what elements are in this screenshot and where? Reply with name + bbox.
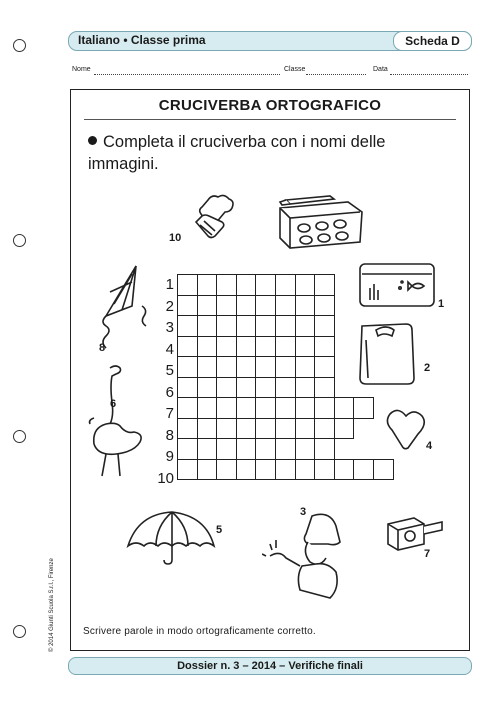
- picture-number-7: 7: [424, 548, 431, 560]
- crossword-cell[interactable]: [353, 397, 374, 419]
- crossword-cell[interactable]: [216, 315, 237, 337]
- crossword-row: [178, 418, 354, 440]
- crossword-row: [178, 377, 335, 399]
- crossword-row: [178, 315, 335, 337]
- crossword-cell[interactable]: [216, 295, 237, 317]
- dossier-label: Dossier n. 3 – 2014 – Verifiche finali: [68, 657, 472, 675]
- crossword-cell[interactable]: [255, 295, 276, 317]
- pencil-sharpener-icon: [384, 510, 446, 554]
- crossword-cell[interactable]: [255, 397, 276, 419]
- crossword-cell[interactable]: [295, 356, 316, 378]
- picture-number-5: 5: [216, 524, 223, 536]
- instruction: [88, 131, 433, 175]
- crossword-cell[interactable]: [295, 459, 316, 481]
- picture-number-3: 3: [300, 506, 307, 518]
- crossword-cell[interactable]: [177, 336, 198, 358]
- field-data-label: Data: [373, 66, 388, 73]
- crossword-cell[interactable]: [314, 438, 335, 460]
- crossword-cell[interactable]: [197, 295, 218, 317]
- crossword-cell[interactable]: [275, 397, 296, 419]
- header-title: Italiano • Classe prima: [78, 33, 206, 47]
- field-data-line[interactable]: [390, 74, 468, 75]
- crossword-cell[interactable]: [177, 459, 198, 481]
- crossword-cell[interactable]: [255, 377, 276, 399]
- field-nome-label: Nome: [72, 66, 91, 73]
- crossword-cell[interactable]: [314, 377, 335, 399]
- crossword-row: [178, 295, 335, 317]
- crossword-cell[interactable]: [177, 295, 198, 317]
- crossword-cell[interactable]: [236, 397, 257, 419]
- picture-number-4: 4: [426, 440, 433, 452]
- picture-number-2: 2: [424, 362, 431, 374]
- crossword-cell[interactable]: [236, 418, 257, 440]
- crossword-cell[interactable]: [275, 377, 296, 399]
- chef-hat-icon: [188, 192, 240, 244]
- crossword-cell[interactable]: [314, 397, 335, 419]
- punch-hole: [13, 234, 26, 247]
- crossword-cell[interactable]: [236, 274, 257, 296]
- crossword-cell[interactable]: [216, 438, 237, 460]
- crossword-cell[interactable]: [255, 459, 276, 481]
- crossword-cell[interactable]: [295, 315, 316, 337]
- watercolor-palette-icon: [276, 188, 366, 252]
- crossword-cell[interactable]: [275, 438, 296, 460]
- crossword-cell[interactable]: [353, 459, 374, 481]
- row-number: 2: [165, 297, 174, 315]
- crossword-cell[interactable]: [314, 418, 335, 440]
- bullet-icon: [88, 136, 97, 145]
- crossword-cell[interactable]: [236, 295, 257, 317]
- crossword-cell[interactable]: [255, 356, 276, 378]
- crossword-cell[interactable]: [177, 418, 198, 440]
- picture-number-6: 6: [110, 398, 117, 410]
- crossword-cell[interactable]: [275, 274, 296, 296]
- crossword-cell[interactable]: [236, 336, 257, 358]
- row-number: 7: [165, 405, 174, 422]
- crossword-cell[interactable]: [295, 377, 316, 399]
- punch-hole: [13, 430, 26, 443]
- punch-hole: [13, 625, 26, 638]
- row-number: 3: [165, 319, 174, 336]
- crossword-row: [178, 356, 335, 378]
- crossword-cell[interactable]: [236, 315, 257, 337]
- crossword-row: [178, 438, 335, 460]
- crossword-cell[interactable]: [177, 356, 198, 378]
- field-classe-label: Classe: [284, 66, 306, 73]
- crossword-cell[interactable]: [314, 336, 335, 358]
- row-number: 6: [165, 383, 174, 401]
- crossword-cell[interactable]: [177, 438, 198, 460]
- crossword-cell[interactable]: [177, 315, 198, 337]
- row-number: 8: [165, 426, 174, 444]
- row-number: 9: [165, 448, 174, 465]
- heart-icon: [382, 404, 428, 454]
- crossword-cell[interactable]: [177, 274, 198, 296]
- punch-hole: [13, 39, 26, 52]
- crossword-cell[interactable]: [334, 418, 355, 440]
- crossword-cell[interactable]: [216, 274, 237, 296]
- crossword-cell[interactable]: [197, 418, 218, 440]
- crossword-cell[interactable]: [236, 459, 257, 481]
- crossword-row: [178, 274, 335, 296]
- crossword-cell[interactable]: [197, 315, 218, 337]
- crossword-cell[interactable]: [314, 295, 335, 317]
- row-number: 1: [165, 276, 174, 293]
- crossword-cell[interactable]: [197, 336, 218, 358]
- crossword-cell[interactable]: [295, 295, 316, 317]
- crossword-cell[interactable]: [177, 397, 198, 419]
- crossword-cell[interactable]: [255, 336, 276, 358]
- picture-number-8: 8: [99, 342, 106, 354]
- crossword-cell[interactable]: [216, 418, 237, 440]
- umbrella-icon: [124, 506, 218, 566]
- crossword-cell[interactable]: [236, 356, 257, 378]
- crossword-cell[interactable]: [236, 438, 257, 460]
- title-divider: [84, 119, 456, 120]
- crossword-cell[interactable]: [295, 418, 316, 440]
- field-nome-line[interactable]: [94, 74, 280, 75]
- crossword-cell[interactable]: [275, 336, 296, 358]
- crossword-cell[interactable]: [216, 336, 237, 358]
- field-classe-line[interactable]: [306, 74, 366, 75]
- crossword-cell[interactable]: [373, 459, 394, 481]
- crossword-cell[interactable]: [314, 356, 335, 378]
- crossword-cell[interactable]: [216, 397, 237, 419]
- crossword-cell[interactable]: [314, 274, 335, 296]
- crossword-cell[interactable]: [295, 438, 316, 460]
- crossword-cell[interactable]: [197, 438, 218, 460]
- crossword-cell[interactable]: [275, 295, 296, 317]
- row-number: 10: [157, 469, 174, 487]
- crossword-cell[interactable]: [197, 274, 218, 296]
- scheda-label: Scheda D: [393, 31, 472, 51]
- crossword-row: [178, 336, 335, 358]
- crossword-row: [178, 397, 374, 419]
- crossword-cell[interactable]: [236, 377, 257, 399]
- crossword-cell[interactable]: [216, 356, 237, 378]
- crossword-cell[interactable]: [216, 377, 237, 399]
- kite-icon: [96, 262, 158, 352]
- footer-note: Scrivere parole in modo ortograficamente corretto.: [83, 626, 316, 637]
- crossword-cell[interactable]: [197, 397, 218, 419]
- crossword-cell[interactable]: [295, 397, 316, 419]
- crossword-cell[interactable]: [197, 377, 218, 399]
- crossword-cell[interactable]: [275, 418, 296, 440]
- crossword-cell[interactable]: [255, 418, 276, 440]
- crossword-cell[interactable]: [334, 459, 355, 481]
- crossword-cell[interactable]: [255, 438, 276, 460]
- crossword-cell[interactable]: [314, 459, 335, 481]
- picture-number-9: 10: [169, 232, 182, 244]
- row-number: 4: [165, 340, 174, 358]
- crossword-cell[interactable]: [197, 459, 218, 481]
- picture-number-1: 1: [438, 298, 445, 310]
- crossword-cell[interactable]: [216, 459, 237, 481]
- crossword-cell[interactable]: [197, 356, 218, 378]
- crossword-cell[interactable]: [334, 397, 355, 419]
- crossword-cell[interactable]: [295, 336, 316, 358]
- crossword-cell[interactable]: [255, 274, 276, 296]
- crossword-cell[interactable]: [275, 356, 296, 378]
- crossword-cell[interactable]: [275, 459, 296, 481]
- crossword-row: [178, 459, 394, 481]
- crossword-title: CRUCIVERBA ORTOGRAFICO: [158, 97, 382, 114]
- crossword-cell[interactable]: [255, 315, 276, 337]
- row-number: 5: [165, 362, 174, 379]
- aquarium-icon: [356, 258, 438, 310]
- instruction-text: Completa il cruciverba con i nomi delle immagini.: [88, 133, 386, 173]
- crossword-cell[interactable]: [177, 377, 198, 399]
- copyright: © 2014 Giunti Scuola S.r.l., Firenze: [49, 558, 55, 652]
- ostrich-icon: [84, 362, 148, 480]
- crossword-cell[interactable]: [295, 274, 316, 296]
- crossword-cell[interactable]: [314, 315, 335, 337]
- bag-icon: [356, 320, 418, 386]
- crossword-cell[interactable]: [275, 315, 296, 337]
- fireman-icon: [262, 506, 362, 606]
